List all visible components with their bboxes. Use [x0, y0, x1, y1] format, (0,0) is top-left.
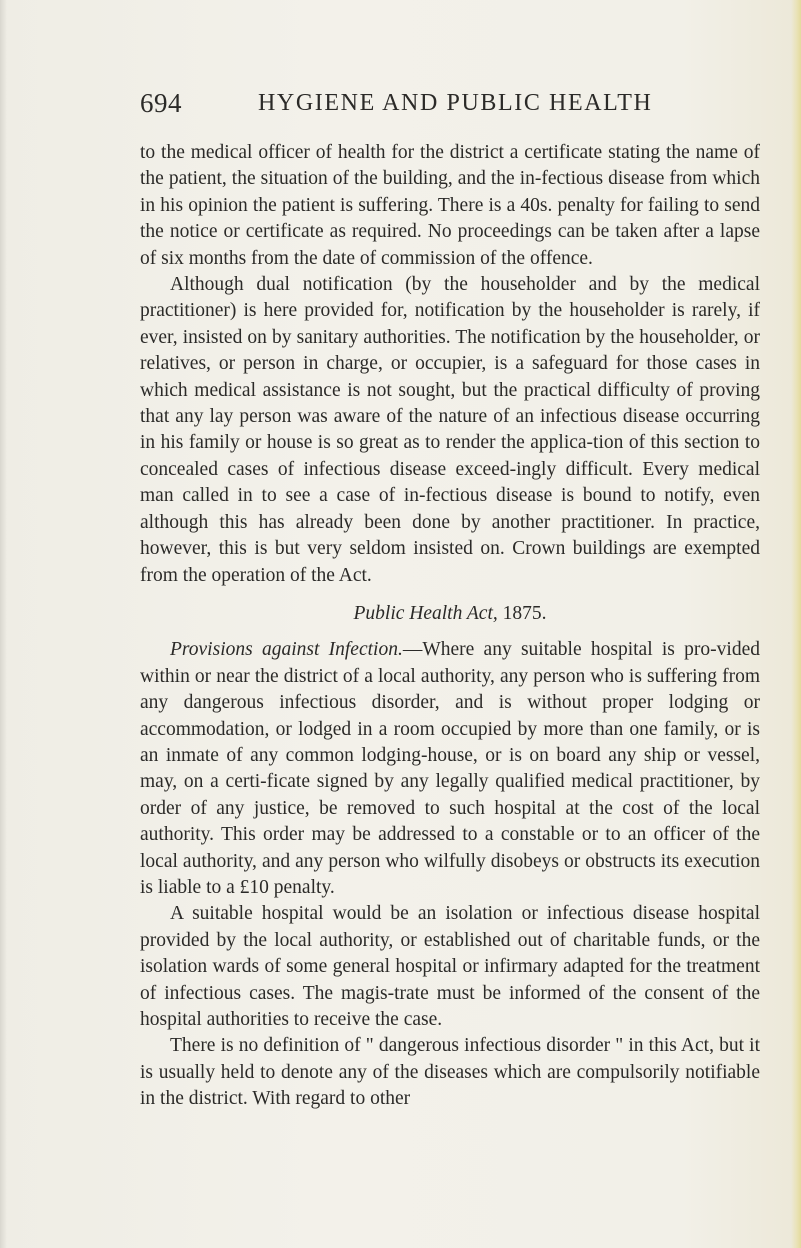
section-title — [140, 601, 760, 627]
section-title-year: 1875. — [502, 602, 547, 624]
body-text — [140, 140, 760, 1113]
paragraph-3 — [140, 637, 760, 901]
paragraph-3-body: —Where any suitable hospital is pro-vided within or near the district of a local authority, any person who is suffering from any dangerous infectious disorder, and is without proper lodging or accommodation, or lodged in a room occupied by more than one family, or is an inmate of any common lodging-house, or is on board any ship or vessel, may, on a certi-ficate signed by any legally qualified medical practitioner, by order of any justice, be removed to such hospital at the cost of the local authority. This order may be addressed to a constable or to an officer of the local authority, and any person who wilfully disobeys or obstructs its execution is liable to a £10 penalty. — [140, 639, 760, 898]
paragraph-2: Although dual notification (by the householder and by the medical practitioner) is here provided for, notification by the householder is rarely, if ever, insisted on by sanitary authorities. The notification by the householder, or relatives, or person in charge, or occupier, is a safeguard for those cases in which medical assistance is not sought, but the practical difficulty of proving that any lay person was aware of the nature of an infectious disease occurring in his family or house is so great as to render the applica-tion of this section to concealed cases of infectious disease exceed-ingly difficult. Every medical man called in to see a case of in-fectious disease is bound to notify, even although this has already been done by another practitioner. In practice, however, this is but very seldom insisted on. Crown buildings are exempted from the operation of the Act. — [140, 274, 760, 586]
paragraph-3-heading: Provisions against Infection. — [170, 639, 403, 661]
running-title: HYGIENE AND PUBLIC HEALTH — [258, 90, 653, 116]
page-header — [140, 88, 760, 128]
paragraph-4: A suitable hospital would be an isolation or infectious disease hospital provided by the local authority, or established out of charitable funds, or the isolation wards of some general hospital or infirmary adapted for the treatment of infectious cases. The magis-trate must be informed of the consent of the hospital authorities to receive the case. — [140, 903, 760, 1030]
page-edge-tint — [791, 0, 801, 1248]
page-number: 694 — [140, 88, 182, 118]
page-gutter-shadow — [0, 0, 7, 1248]
paragraph-1: to the medical officer of health for the district a certificate stating the name of the patient, the situation of the building, and the in-fectious disease from which in his opinion the patient is suffering. There is a 40s. penalty for failing to send the notice or certificate as required. No proceedings can be taken after a lapse of six months from the date of commission of the offence. — [140, 142, 760, 269]
section-title-act: Public Health Act, — [353, 602, 498, 624]
paragraph-5: There is no definition of " dangerous infectious disorder " in this Act, but it is usually held to denote any of the diseases which are compulsorily notifiable in the district. With regard to other — [140, 1035, 760, 1110]
